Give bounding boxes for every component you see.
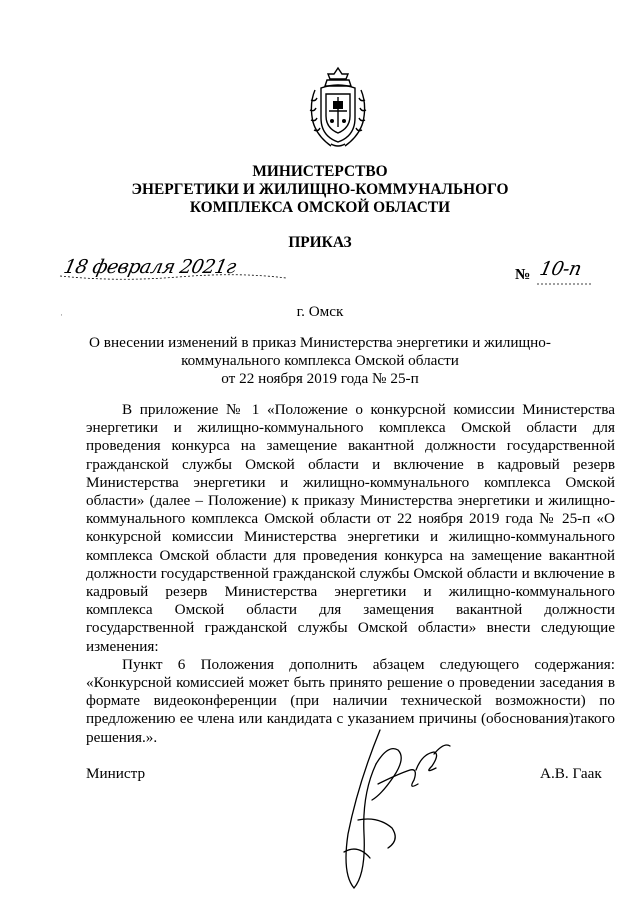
ministry-name-line-2: ЭНЕРГЕТИКИ И ЖИЛИЩНО-КОММУНАЛЬНОГО [131,181,509,198]
signatory-position: Министр [86,765,146,782]
margin-mark: · [60,310,63,320]
order-number-label: № [515,266,531,283]
document-type: ПРИКАЗ [288,234,352,251]
ministry-name-line-3: КОМПЛЕКСА ОМСКОЙ ОБЛАСТИ [189,199,451,216]
subject-line-1: О внесении изменений в приказ Министерства энергетики и жилищно- [89,334,551,351]
handwritten-date: 18 февраля 2021г [61,256,238,278]
subject-line-2: коммунального комплекса Омской области [181,352,459,369]
signatory-name: А.В. Гаак [540,765,602,782]
signature-icon [318,724,468,894]
handwritten-order-number: 10-п [537,258,584,280]
ministry-name-line-1: МИНИСТЕРСТВО [252,163,388,180]
subject-line-3: от 22 ноября 2019 года № 25-п [221,370,419,387]
coat-of-arms-icon [307,66,369,150]
order-body [86,401,615,747]
body-paragraph-2: Пункт 6 Положения дополнить абзацем следующего содержания: «Конкурсной комиссией может быть принято решение о проведении заседания в формате видеоконференции (при наличии технической возможности) по предложению ее члена или кандидата с указанием причины (обоснования)такого решения.». [86,655,615,746]
city: г. Омск [296,303,344,320]
body-paragraph-1: В приложение № 1 «Положение о конкурсной комиссии Министерства энергетики и жилищно-коммунального комплекса Омской области для проведения конкурса на замещение вакантной должности государственной гражданской службы Омской области и включение в кадровый резерв Министерства энергетики и жилищно-коммунального комплекса Омской области» (далее – Положение) к приказу Министерства энергетики и жилищно-коммунального комплекса Омской области от 22 ноября 2019 года № 25-п «О конкурсной комиссии Министерства энергетики и жилищно-коммунального комплекса Омской области для проведения конкурса на замещение вакантной должности государственной гражданской службы Омской области и включение в кадровый резерв Министерства энергетики и жилищно-коммунального комплекса Омской области для замещения вакантной должности государственной гражданской службы Омской области» внести следующие изменения: [86,401,615,655]
